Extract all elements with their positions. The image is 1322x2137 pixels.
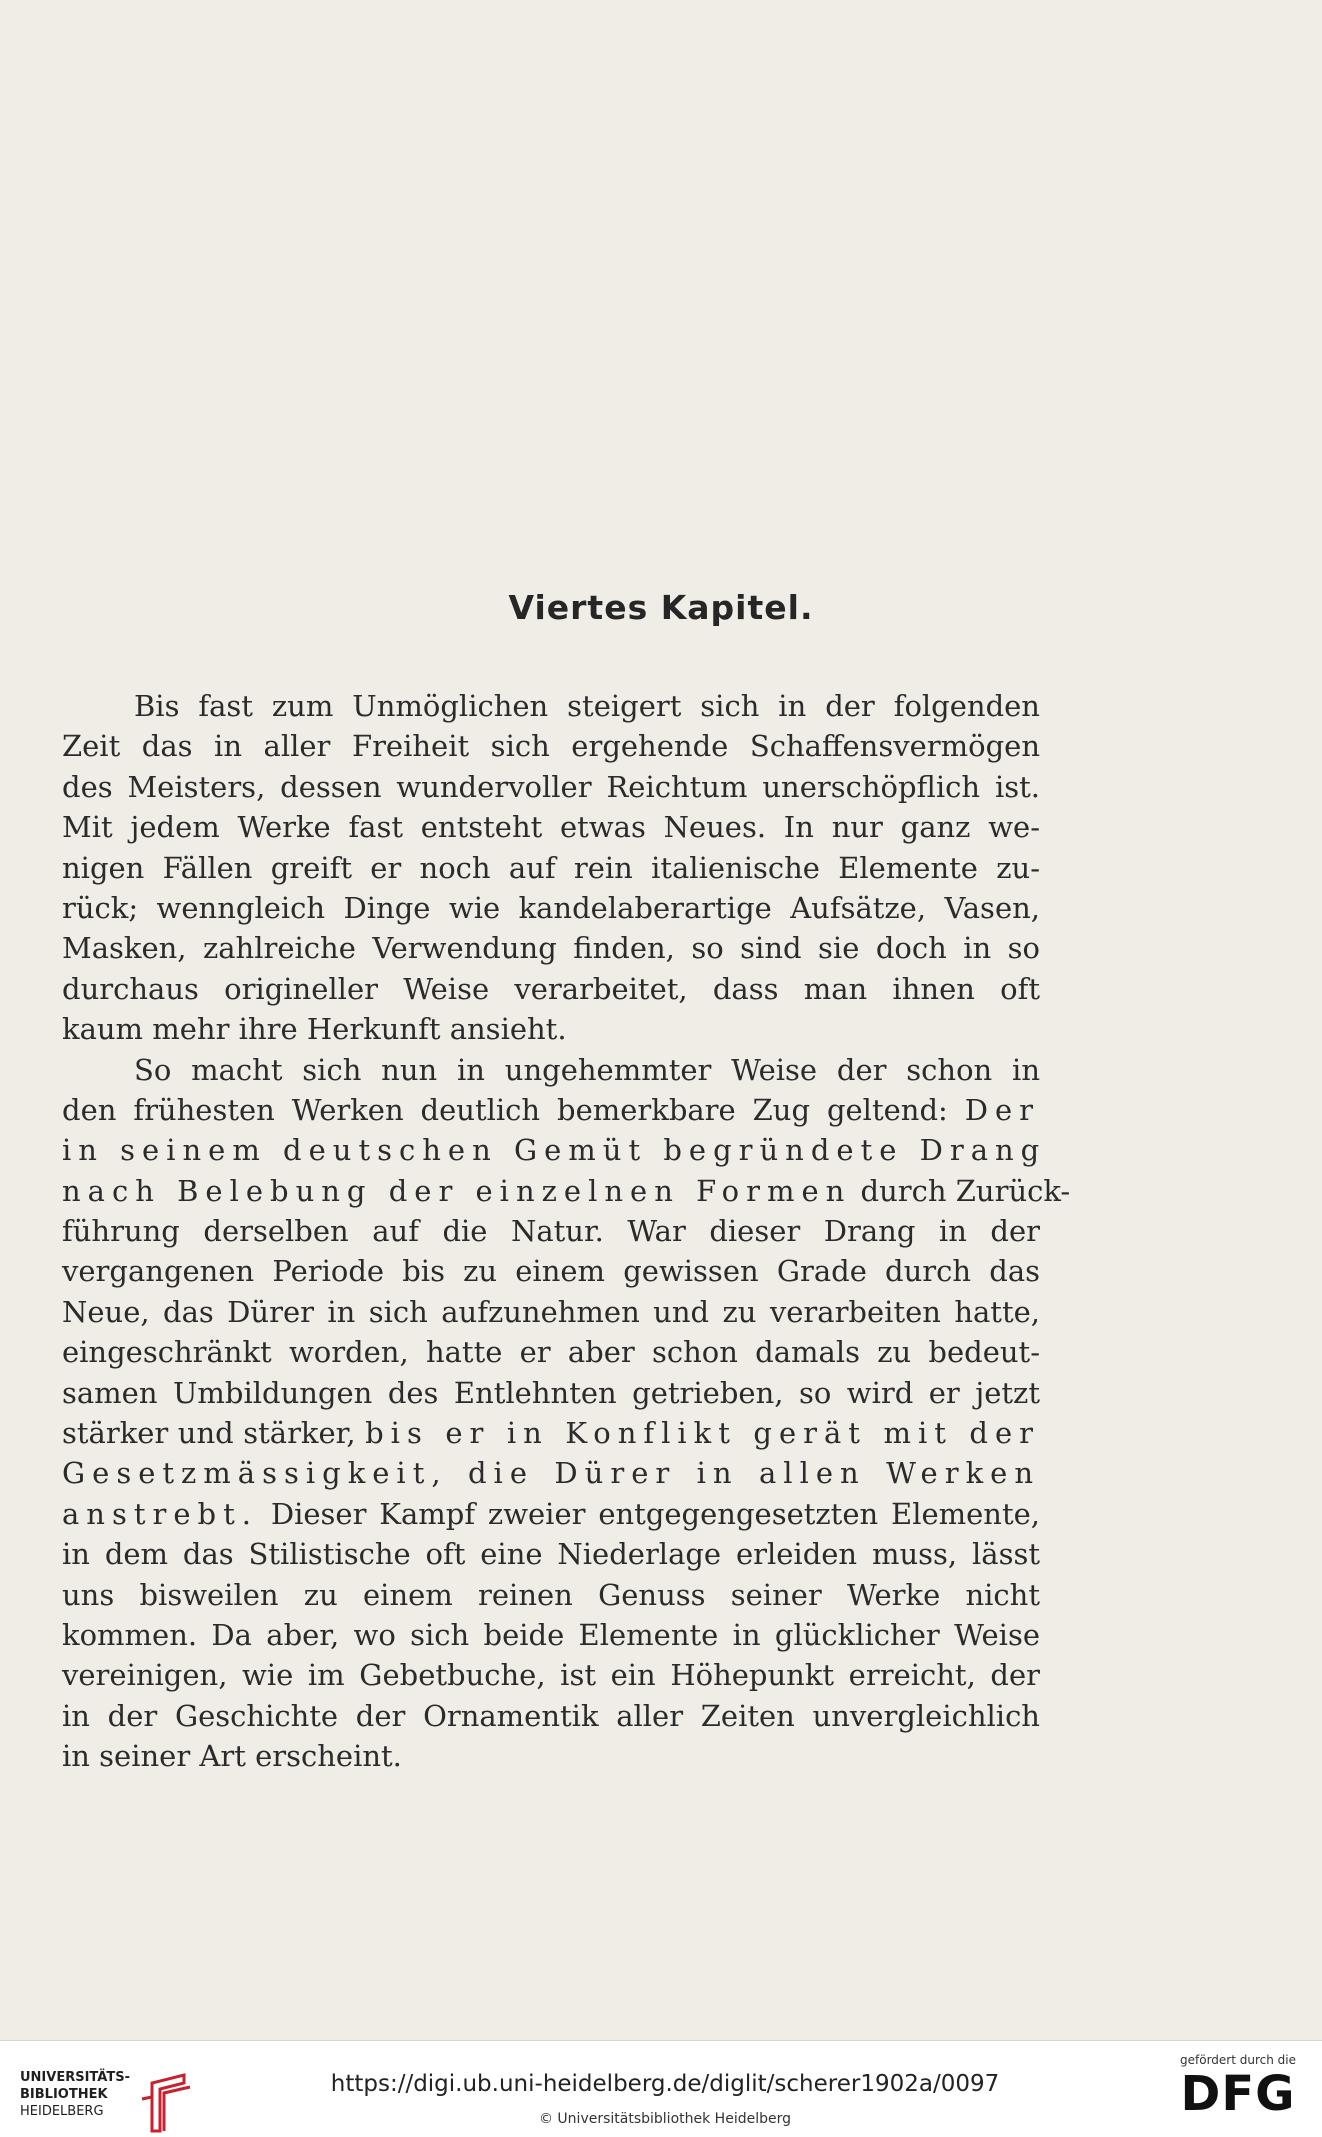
text-line: Neue, das Dürer in sich aufzunehmen und zu verarbeiten hatte, [62, 1294, 1040, 1329]
text-line: Mit jedem Werke fast entsteht etwas Neues. In nur ganz we- [62, 810, 1040, 845]
text-line: in der Geschichte der Ornamentik aller Zeiten unvergleichlich [62, 1698, 1040, 1733]
text-line: durchaus origineller Weise verarbeitet, dass man ihnen oft [62, 971, 1040, 1006]
text-segment: durch Zurück- [860, 1173, 1071, 1208]
library-line-2: BIBLIOTHEK [20, 2087, 108, 2102]
text-line: in dem das Stilistische oft eine Niederlage erleiden muss, lässt [62, 1537, 1040, 1572]
library-logo[interactable] [20, 2069, 190, 2129]
text-line: Bis fast zum Unmöglichen steigert sich in der folgenden [134, 689, 1040, 723]
text-line: führung derselben auf die Natur. War dieser Drang in der [62, 1214, 1040, 1249]
library-line-1: UNIVERSITÄTS- [20, 2070, 130, 2085]
text-line: vergangenen Periode bis zu einem gewissen Grade durch das [62, 1254, 1040, 1289]
library-mark-icon [132, 2069, 198, 2133]
text-line [62, 1171, 1071, 1211]
spaced-text-line: in seinem deutschen Gemüt begründete Drang [62, 1133, 1047, 1168]
permalink-url[interactable]: https://digi.ub.uni-heidelberg.de/diglit/scherer1902a/0097 [330, 2071, 1000, 2097]
text-line: vereinigen, wie im Gebetbuche, ist ein Höhepunkt erreicht, der [62, 1658, 1040, 1693]
text-line: kaum mehr ihre Herkunft ansieht. [62, 1012, 567, 1047]
dfg-logo-text: DFG [1180, 2066, 1296, 2122]
text-segment: Dieser Kampf zweier entgegengesetzten Elemente, [270, 1496, 1040, 1531]
dfg-caption: gefördert durch die [1180, 2053, 1296, 2067]
text-line [62, 1413, 1040, 1453]
text-line: Masken, zahlreiche Verwendung finden, so sind sie doch in so [62, 931, 1040, 966]
dfg-logo[interactable] [1174, 2053, 1302, 2121]
text-line: des Meisters, dessen wundervoller Reichtum unerschöpflich ist. [62, 769, 1040, 804]
text-line: So macht sich nun in ungehemmter Weise der schon in [134, 1052, 1040, 1087]
spaced-text-segment: bis er in Konflikt gerät mit der [365, 1416, 1041, 1451]
chapter-title: Viertes Kapitel. [508, 588, 814, 627]
library-line-3: HEIDELBERG [20, 2104, 104, 2119]
text-line: kommen. Da aber, wo sich beide Elemente in glücklicher Weise [62, 1617, 1040, 1652]
text-line: uns bisweilen zu einem reinen Genuss seiner Werke nicht [62, 1577, 1040, 1612]
text-line [62, 1090, 1040, 1130]
text-line: Zeit das in aller Freiheit sich ergehende Schaffensvermögen [62, 729, 1040, 764]
text-line [62, 1494, 1040, 1534]
text-line: nigen Fällen greift er noch auf rein italienische Elemente zu- [62, 850, 1040, 885]
copyright-notice: © Universitätsbibliothek Heidelberg [538, 2111, 791, 2127]
spaced-text-segment: anstrebt. [62, 1496, 258, 1531]
text-line: in seiner Art erscheint. [62, 1739, 402, 1774]
spaced-text-segment: Der [964, 1092, 1041, 1127]
text-segment: den frühesten Werken deutlich bemerkbare Zug geltend: [62, 1092, 948, 1127]
text-segment: stärker und stärker, [62, 1416, 356, 1451]
body-text [62, 686, 1071, 1777]
library-name [20, 2069, 130, 2120]
text-line: samen Umbildungen des Entlehnten getrieben, so wird er jetzt [62, 1375, 1040, 1410]
text-line: eingeschränkt worden, hatte er aber schon damals zu bedeut- [62, 1335, 1040, 1370]
viewer-footer [0, 2040, 1322, 2137]
text-line: rück; wenngleich Dinge wie kandelaberartige Aufsätze, Vasen, [62, 890, 1040, 925]
spaced-text-line: Gesetzmässigkeit, die Dürer in allen Werken [62, 1456, 1040, 1491]
spaced-text-segment: nach Belebung der einzelnen Formen [62, 1173, 852, 1208]
